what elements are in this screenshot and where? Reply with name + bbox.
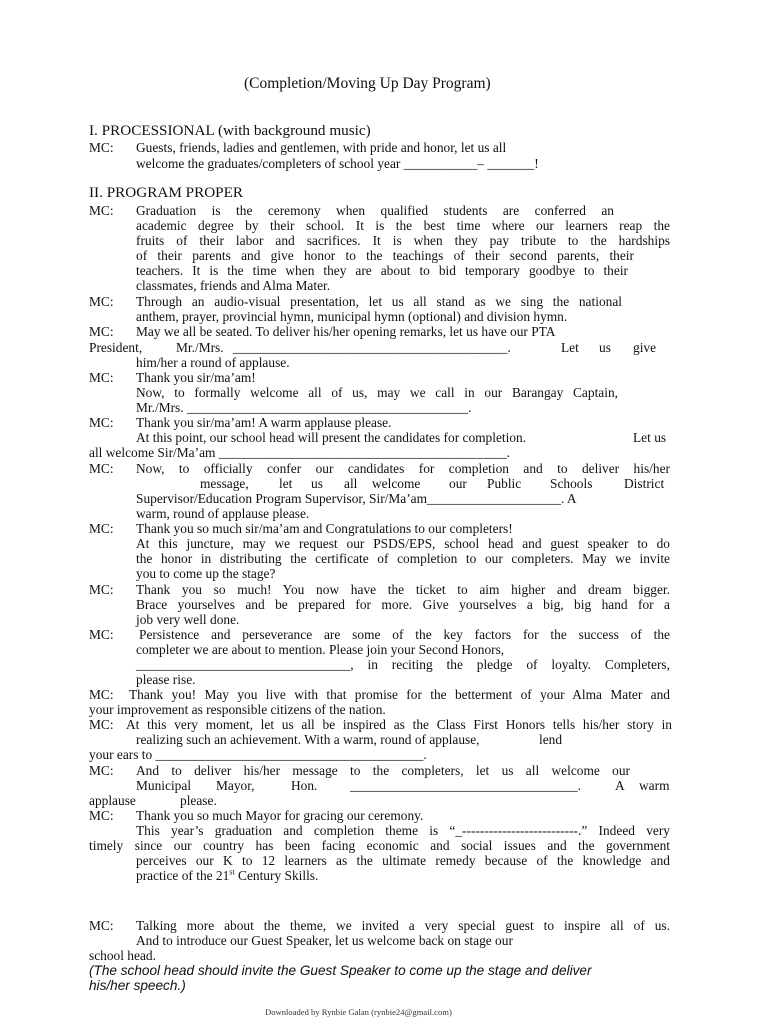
mc-label: MC: <box>89 203 114 218</box>
text-word: us <box>311 476 323 491</box>
mc-label: MC: <box>89 415 114 430</box>
text-word: all <box>344 476 358 491</box>
text-line: classmates, friends and Alma Mater. <box>136 278 331 293</box>
text-line: Persistence and perseverance are some of the key factors for the success of the <box>139 627 670 642</box>
text-line: practice of the 21st Century Skills. <box>136 867 319 883</box>
section-heading-program-proper: II. PROGRAM PROPER <box>89 184 244 201</box>
text-word: A <box>615 778 625 793</box>
stage-direction: (The school head should invite the Guest Speaker to come up the stage and deliver <box>89 963 592 978</box>
text-line: At this juncture, may we request our PSDS/EPS, school head and guest speaker to do <box>136 536 670 551</box>
mc-label: MC: <box>89 324 114 339</box>
text-line: completer we are about to mention. Please join your Second Honors, <box>136 642 505 657</box>
mc-label: MC: <box>89 627 114 642</box>
text-word: Schools <box>550 476 593 491</box>
text-word: District <box>624 476 665 491</box>
text-word: our <box>449 476 467 491</box>
mc-label: MC: <box>89 687 114 702</box>
text-word: Mr./Mrs. <box>176 340 224 355</box>
text-line: Brace yourselves and be prepared for more. Give yourselves a big, big hand for a <box>136 597 670 612</box>
text-word: let <box>279 476 293 491</box>
text-line: school head. <box>89 948 156 963</box>
text-line: you to come up the stage? <box>136 566 276 581</box>
text-line: Thank you sir/ma’am! <box>136 370 256 385</box>
text-line: Graduation is the ceremony when qualified students are conferred an <box>136 203 614 218</box>
text-line: At this very moment, let us all be inspired as the Class First Honors tells his/her story in <box>126 717 672 732</box>
mc-label: MC: <box>89 918 114 933</box>
mc-label: MC: <box>89 370 114 385</box>
text-line: all welcome Sir/Ma’am ___________________________________________. <box>89 445 511 460</box>
download-footer: Downloaded by Rynbie Galan (rynbie24@gmail.com) <box>265 1007 452 1017</box>
mc-label: MC: <box>89 521 114 536</box>
text-word: please. <box>180 793 217 808</box>
text-word: lend <box>539 732 563 747</box>
text-line: Through an audio-visual presentation, let us all stand as we sing the national <box>136 294 622 309</box>
text-line: your ears to ________________________________________. <box>89 747 427 762</box>
text-word: give <box>633 340 657 355</box>
text-line: timely since our country has been facing economic and social issues and the government <box>89 838 670 853</box>
text-line: At this point, our school head will present the candidates for completion. <box>136 430 527 445</box>
mc-label: MC: <box>89 717 114 732</box>
mc-label: MC: <box>89 763 114 778</box>
text-line: Talking more about the theme, we invited a very special guest to inspire all of us. <box>136 918 670 933</box>
text-line: Thank you sir/ma’am! A warm applause please. <box>136 415 392 430</box>
mc-label: MC: <box>89 582 114 597</box>
blank-line: __________________________________. <box>350 778 581 793</box>
text-word: Municipal <box>136 778 192 793</box>
text-line: Mr./Mrs. __________________________________________. <box>136 400 472 415</box>
text-word: us <box>599 340 611 355</box>
text-line: And to introduce our Guest Speaker, let us welcome back on stage our <box>136 933 513 948</box>
text-line: Thank you so much Mayor for gracing our ceremony. <box>136 808 424 823</box>
text-word: Mayor, <box>216 778 255 793</box>
text-line: Thank you so much sir/ma’am and Congratulations to our completers! <box>136 521 513 536</box>
program-title: (Completion/Moving Up Day Program) <box>244 75 491 92</box>
text-line: May we all be seated. To deliver his/her opening remarks, let us have our PTA <box>136 324 556 339</box>
text-line: Supervisor/Education Program Supervisor, Sir/Ma’am____________________. A <box>136 491 577 506</box>
text-line: And to deliver his/her message to the completers, let us all welcome our <box>136 763 630 778</box>
text-line: the honor in distributing the certificate of completion to our completers. May we invite <box>136 551 670 566</box>
text-word: applause <box>89 793 136 808</box>
text-word: welcome <box>372 476 421 491</box>
mc-label: MC: <box>89 140 114 155</box>
mc-label: MC: <box>89 294 114 309</box>
text-line: ________________________________, in reciting the pledge of loyalty. Completers, <box>136 657 670 672</box>
text-line: your improvement as responsible citizens of the nation. <box>89 702 386 717</box>
text-line: Now, to officially confer our candidates for completion and to deliver his/her <box>136 461 670 476</box>
text-line: job very well done. <box>136 612 240 627</box>
text-line: Now, to formally welcome all of us, may we call in our Barangay Captain, <box>136 385 618 400</box>
text-line: Thank you! May you live with that promise for the betterment of your Alma Mater and <box>129 687 670 702</box>
text-word: Let us <box>633 430 667 445</box>
stage-direction: his/her speech.) <box>89 978 186 993</box>
text-line: perceives our K to 12 learners as the ultimate remedy because of the knowledge and <box>136 853 670 868</box>
mc-label: MC: <box>89 461 114 476</box>
blank-line: _________________________________________. <box>233 340 511 355</box>
text-line: him/her a round of applause. <box>136 355 290 370</box>
text-line: welcome the graduates/completers of school year ___________– _______! <box>136 156 539 171</box>
text-line: of their parents and give honor to the teachings of their second parents, their <box>136 248 634 263</box>
text-line: academic degree by their school. It is the best time where our learners reap the <box>136 218 670 233</box>
section-heading-processional: I. PROCESSIONAL (with background music) <box>89 122 371 139</box>
text-line: teachers. It is the time when they are about to bid temporary goodbye to their <box>136 263 628 278</box>
text-word: Let <box>561 340 579 355</box>
text-line: warm, round of applause please. <box>136 506 310 521</box>
text-word: Public <box>487 476 522 491</box>
text-word: Hon. <box>291 778 318 793</box>
text-line: This year’s graduation and completion theme is “_--------------------------.” Indeed very <box>136 823 670 838</box>
text-line: Thank you so much! You now have the ticket to aim higher and dream bigger. <box>136 582 670 597</box>
text-line: realizing such an achievement. With a warm, round of applause, <box>136 732 480 747</box>
text-line: Guests, friends, ladies and gentlemen, with pride and honor, let us all <box>136 140 507 155</box>
text-line: please rise. <box>136 672 196 687</box>
text-word: message, <box>200 476 249 491</box>
text-line: fruits of their labor and sacrifices. It is when they pay tribute to the hardships <box>136 233 670 248</box>
mc-label: MC: <box>89 808 114 823</box>
text-word: warm <box>639 778 670 793</box>
text-word: President, <box>89 340 143 355</box>
text-line: anthem, prayer, provincial hymn, municipal hymn (optional) and division hymn. <box>136 309 568 324</box>
